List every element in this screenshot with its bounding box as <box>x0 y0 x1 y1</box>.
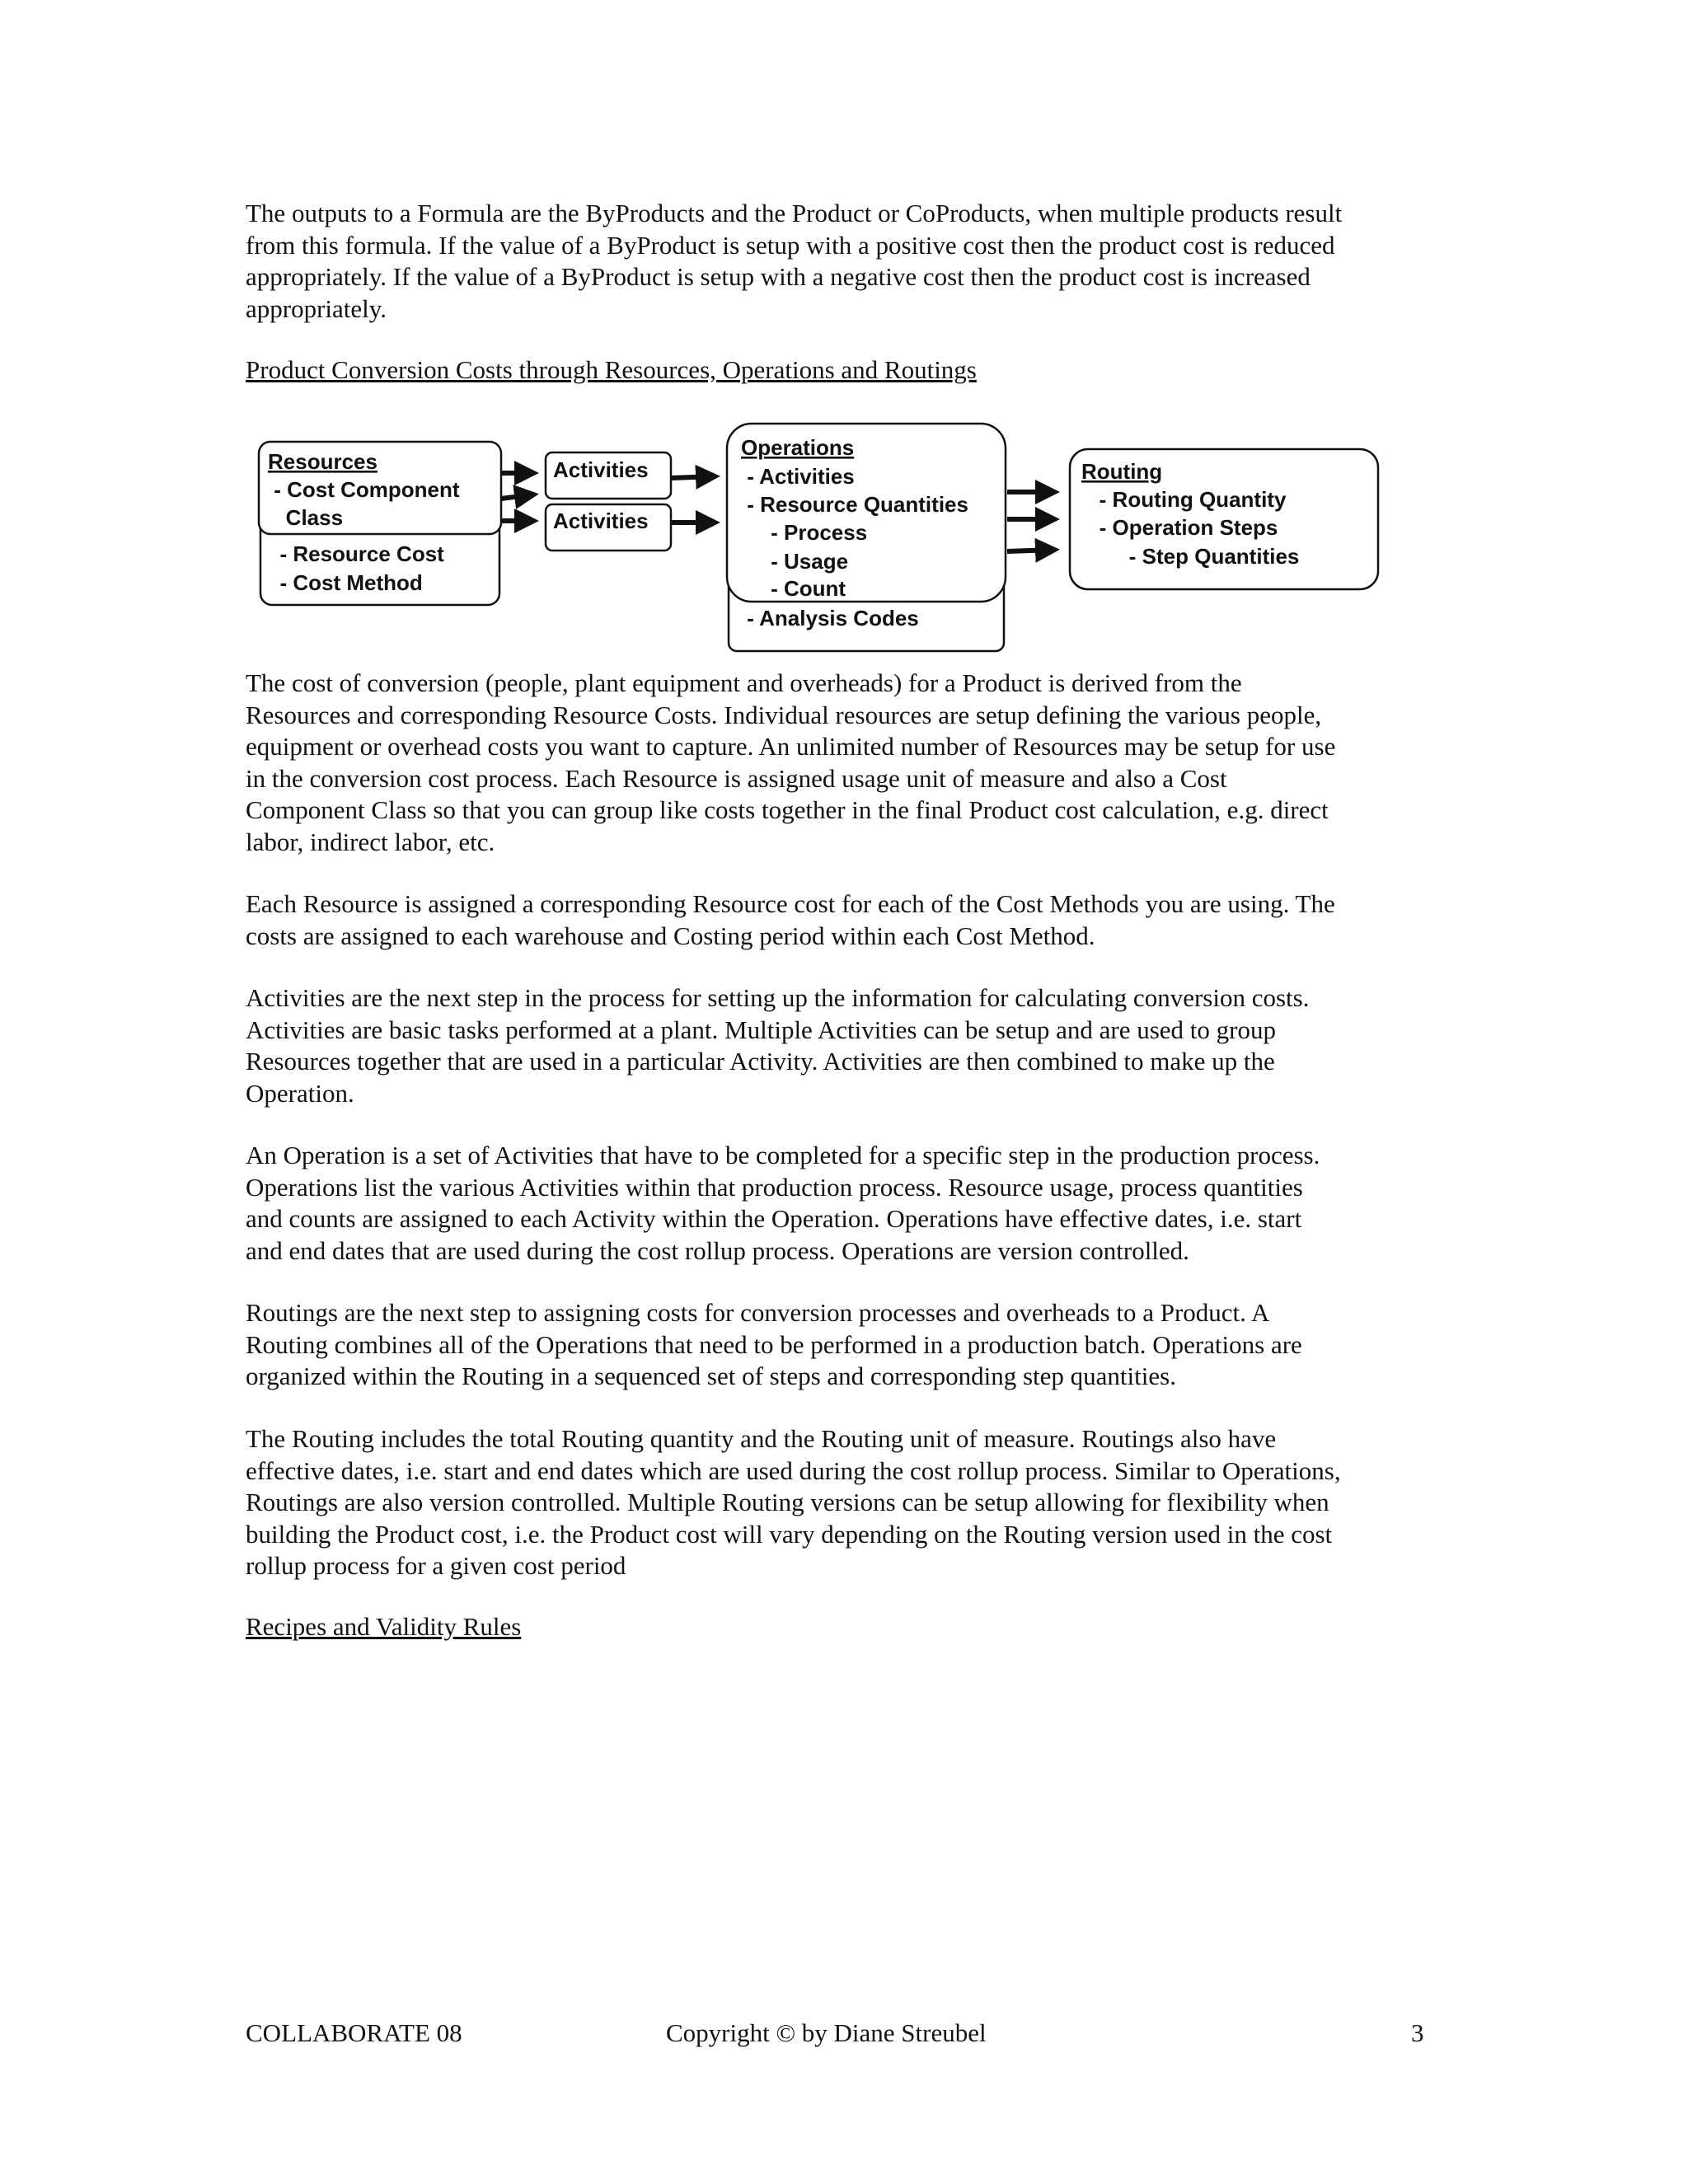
paragraph-cost-of-conversion: The cost of conversion (people, plant equipment and overheads) for a Product is derived from the Resources and corresponding Resource Costs. Individual resources are setup defining the various people, equipment or overhead costs you want to capture. An unlimited number of Resources may be setup for use in the conversion cost process. Each Resource is assigned usage unit of measure and also a Cost Component Class so that you can group like costs together in the final Product cost calculation, e.g. direct labor, indirect labor, etc. <box>246 668 1336 856</box>
resources-class: Class <box>268 505 344 530</box>
paragraph-activities: Activities are the next step in the process for setting up the information for calculating conversion costs. Activities are basic tasks performed at a plant. Multiple Activities can be setup and are used to group Resources together that are used in a particular Activity. Activities are then combined to make up the Operation. <box>246 983 1310 1108</box>
activities-bottom-label: Activities <box>553 509 649 533</box>
resources-cost-component: - Cost Component <box>268 477 460 502</box>
operations-resource-quantities: - Resource Quantities <box>741 492 968 517</box>
resources-box <box>259 442 501 605</box>
paragraph-routing-quantity: The Routing includes the total Routing quantity and the Routing unit of measure. Routings also have effective dates, i.e. start and end dates which are used during the cost rollup process. Similar to Operations, Routings are also version controlled. Multiple Routing versions can be setup allowing for flexibility when building the Product cost, i.e. the Product cost will vary depending on the Routing version used in the cost rollup process for a given cost period <box>246 1424 1341 1580</box>
operations-process: - Process <box>741 520 868 545</box>
routing-operation-steps: - Operation Steps <box>1081 515 1278 540</box>
operations-analysis-codes: - Analysis Codes <box>741 606 919 630</box>
routing-step-quantities: - Step Quantities <box>1081 544 1300 569</box>
activities-top-label: Activities <box>553 457 649 482</box>
resources-cost-method: - Cost Method <box>268 570 423 595</box>
operations-box <box>727 424 1006 651</box>
operations-usage: - Usage <box>741 549 849 574</box>
footer-page-number: 3 <box>1411 2018 1424 2047</box>
arrow-resources-to-activities-2 <box>501 494 534 499</box>
paragraph-routings: Routings are the next step to assigning costs for conversion processes and overheads to a Product. A Routing combines all of the Operations that need to be performed in a production batch. Operations are organized within the Routing in a sequenced set of steps and corresponding step quantities. <box>246 1298 1302 1390</box>
resources-title: Resources <box>268 449 377 474</box>
footer-copyright: Copyright © by Diane Streubel <box>666 2018 987 2047</box>
paragraph-formula-outputs: The outputs to a Formula are the ByProducts and the Product or CoProducts, when multiple products result from this formula. If the value of a ByProduct is setup with a positive cost then the product cost is reduced appropriately. If the value of a ByProduct is setup with a negative cost then the product cost is increased appropriately. <box>246 199 1343 323</box>
arrow-operations-to-routing-3 <box>1007 550 1055 551</box>
footer-conference: COLLABORATE 08 <box>246 2018 462 2047</box>
heading-recipes-validity: Recipes and Validity Rules <box>246 1612 522 1641</box>
operations-activities: - Activities <box>741 464 855 489</box>
operations-title: Operations <box>741 435 855 460</box>
heading-conversion-costs: Product Conversion Costs through Resources, Operations and Routings <box>246 355 977 384</box>
routing-title: Routing <box>1081 459 1163 484</box>
operations-count: - Count <box>741 576 846 601</box>
arrow-activities-to-operations-1 <box>671 476 715 478</box>
paragraph-resource-cost: Each Resource is assigned a corresponding Resource cost for each of the Cost Methods you are using. The costs are assigned to each warehouse and Costing period within each Cost Method. <box>246 889 1335 950</box>
paragraph-operations: An Operation is a set of Activities that have to be completed for a specific step in the production process. Operations list the various Activities within that production process. Resource usage, process quantities and counts are assigned to each Activity within the Operation. Operations have effective dates, i.e. start and end dates that are used during the cost rollup process. Operations are version controlled. <box>246 1141 1320 1265</box>
routing-box <box>1070 449 1378 589</box>
resources-resource-cost: - Resource Cost <box>268 541 444 566</box>
routing-quantity: - Routing Quantity <box>1081 487 1287 512</box>
